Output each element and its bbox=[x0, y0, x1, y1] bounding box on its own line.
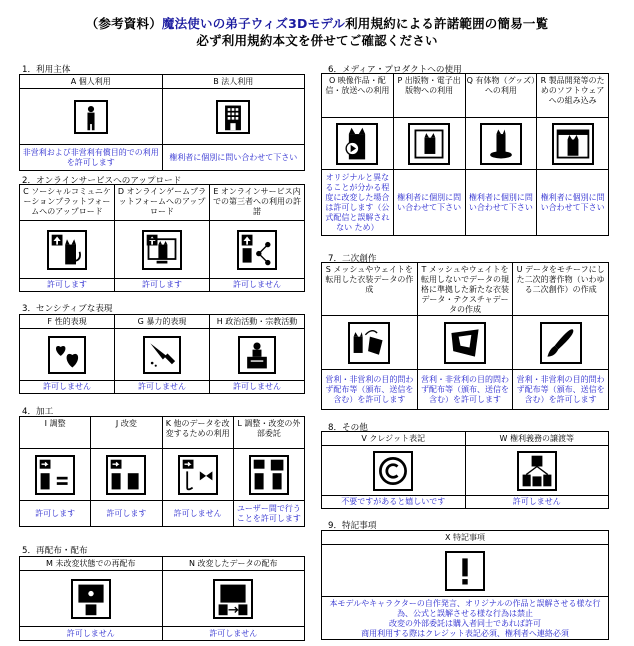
section-2-table bbox=[19, 184, 305, 292]
outsource-icon bbox=[249, 455, 289, 495]
texture-icon bbox=[444, 322, 486, 364]
brush-icon bbox=[540, 322, 582, 364]
cell-b-note: 権利者に個別に問い合わせて下さい bbox=[162, 145, 305, 171]
cell-i-head: I 調整 bbox=[20, 417, 91, 449]
cell-d-head: D オンラインゲームプラットフォームへのアップロード bbox=[115, 185, 210, 221]
section-9-table bbox=[321, 530, 609, 640]
modified-distribute-icon bbox=[213, 579, 253, 619]
cell-t-head: T メッシュやウェイトを転用しないでデータの規格に準拠した新たな衣装データ・テクスチャデータの作成 bbox=[417, 263, 513, 316]
cell-w-note: 許可しません bbox=[465, 496, 609, 509]
adjust-icon bbox=[35, 455, 75, 495]
cell-p-note: 権利者に個別に問い合わせて下さい bbox=[393, 170, 465, 236]
special-note-1: 本モデルやキャラクターの自作発言、オリジナルの作品と誤解させる様な行為、公式と誤解させる様な行為は禁止 bbox=[329, 599, 601, 618]
knife-icon bbox=[143, 336, 181, 374]
section-1-label: 1．利用主体 bbox=[22, 65, 71, 75]
special-note-2: 改変の外部委託は購入者同士であれば許可 bbox=[389, 619, 541, 628]
cell-f-head: F 性的表現 bbox=[20, 315, 115, 329]
cell-f-note: 許可しません bbox=[20, 381, 115, 394]
cell-k-note: 許可しません bbox=[162, 501, 233, 527]
cell-v-note: 不要ですがあると嬉しいです bbox=[322, 496, 466, 509]
cell-h-note: 許可しません bbox=[210, 381, 305, 394]
cell-b-head: B 法人利用 bbox=[162, 75, 305, 89]
podium-icon bbox=[238, 336, 276, 374]
cell-s-head: S メッシュやウェイトを転用した衣装データの作成 bbox=[322, 263, 418, 316]
book-cat-icon bbox=[408, 123, 450, 165]
cell-n-head: N 改変したデータの配布 bbox=[162, 557, 305, 571]
hearts-icon bbox=[48, 336, 86, 374]
cell-j-note: 許可します bbox=[91, 501, 162, 527]
transfer-icon bbox=[517, 451, 557, 491]
cell-d-note: 許可します bbox=[115, 279, 210, 292]
cell-r-note: 権利者に個別に問い合わせて下さい bbox=[537, 170, 609, 236]
page-subtitle: 必ず利用規約本文を併せてご確認ください bbox=[196, 33, 438, 48]
cell-e-note: 許可しません bbox=[210, 279, 305, 292]
cell-u-head: U データをモチーフにした二次的著作物（いわゆる二次創作）の作成 bbox=[513, 263, 609, 316]
cell-h-head: H 政治活動・宗教活動 bbox=[210, 315, 305, 329]
cell-o-note: オリジナルと異なることが分かる程度に改変した場合は許可します（公式配信と誤解されない ため） bbox=[322, 170, 394, 236]
page-title: （参考資料）魔法使いの弟子ウィズ3Dモデル利用規約による許諾範囲の簡易一覧 bbox=[85, 16, 549, 31]
figure-cat-icon bbox=[480, 123, 522, 165]
cell-p-head: P 出版物・電子出版物への利用 bbox=[393, 74, 465, 118]
cell-n-note: 許可しません bbox=[162, 627, 305, 641]
cell-i-note: 許可します bbox=[20, 501, 91, 527]
section-4-table bbox=[19, 416, 305, 527]
cell-k-head: K 他のデータを改変するための利用 bbox=[162, 417, 233, 449]
cell-q-note: 権利者に個別に問い合わせて下さい bbox=[465, 170, 537, 236]
section-9-label: 9．特記事項 bbox=[328, 521, 377, 531]
section-2-label: 2．オンラインサービスへのアップロード bbox=[22, 176, 182, 186]
cell-t-note: 営利・非営利の目的問わず配布等（頒布、送信を含む）を許可します bbox=[417, 370, 513, 410]
cell-a-head: A 個人利用 bbox=[20, 75, 163, 89]
cell-x-head: X 特記事項 bbox=[322, 531, 609, 545]
building-icon bbox=[216, 100, 250, 134]
costume-icon bbox=[348, 322, 390, 364]
cell-l-note: ユーザー間で行うことを許可します bbox=[233, 501, 304, 527]
cell-a-note: 非営利および非営利有償目的での利用を許可します bbox=[20, 145, 163, 171]
cell-m-note: 許可しません bbox=[20, 627, 163, 641]
section-8-label: 8．その他 bbox=[328, 423, 368, 433]
section-5-label: 5．再配布・配布 bbox=[22, 546, 88, 556]
person-icon bbox=[74, 100, 108, 134]
cell-v-head: V クレジット表記 bbox=[322, 432, 466, 446]
section-6-table bbox=[321, 73, 609, 236]
cell-m-head: M 未改変状態での再配布 bbox=[20, 557, 163, 571]
upload-cat-icon bbox=[47, 230, 87, 270]
cell-g-head: G 暴力的表現 bbox=[115, 315, 210, 329]
cell-g-note: 許可しません bbox=[115, 381, 210, 394]
monitor-cat-icon bbox=[142, 230, 182, 270]
cell-c-head: C ソーシャルコミュニケーションプラットフォームへのアップロード bbox=[20, 185, 115, 221]
cell-r-head: R 製品開発等のためのソフトウェアへの組み込み bbox=[537, 74, 609, 118]
ribbon-icon bbox=[178, 455, 218, 495]
redistribute-icon bbox=[71, 579, 111, 619]
cell-q-head: Q 有体物（グッズ）への利用 bbox=[465, 74, 537, 118]
modify-icon bbox=[106, 455, 146, 495]
cell-w-head: W 権利義務の譲渡等 bbox=[465, 432, 609, 446]
software-cat-icon bbox=[552, 123, 594, 165]
section-7-table bbox=[321, 262, 609, 410]
section-8-table bbox=[321, 431, 609, 509]
special-note-3: 商用利用する際はクレジット表記必須、権利者へ連絡必須 bbox=[361, 629, 569, 638]
cell-o-head: O 映像作品・配信・放送への利用 bbox=[322, 74, 394, 118]
cell-j-head: J 改変 bbox=[91, 417, 162, 449]
section-3-table bbox=[19, 314, 305, 394]
cell-e-head: E オンラインサービス内での第三者への利用の許諾 bbox=[210, 185, 305, 221]
cell-u-note: 営利・非営利の目的問わず配布等（頒布、送信を含む）を許可します bbox=[513, 370, 609, 410]
section-7-label: 7．二次創作 bbox=[328, 254, 377, 264]
cell-l-head: L 調整・改変の外部委託 bbox=[233, 417, 304, 449]
video-cat-icon bbox=[336, 123, 378, 165]
section-1-table bbox=[19, 74, 305, 171]
section-5-table bbox=[19, 556, 305, 641]
exclamation-icon bbox=[445, 551, 485, 591]
section-3-label: 3．センシティブな表現 bbox=[22, 304, 113, 314]
cell-s-note: 営利・非営利の目的問わず配布等（頒布、送信を含む）を許可します bbox=[322, 370, 418, 410]
section-4-label: 4．加工 bbox=[22, 407, 54, 417]
copyright-icon bbox=[373, 451, 413, 491]
cell-c-note: 許可します bbox=[20, 279, 115, 292]
share-cat-icon bbox=[237, 230, 277, 270]
section-6-label: 6．メディア・プロダクトへの使用 bbox=[328, 65, 462, 75]
